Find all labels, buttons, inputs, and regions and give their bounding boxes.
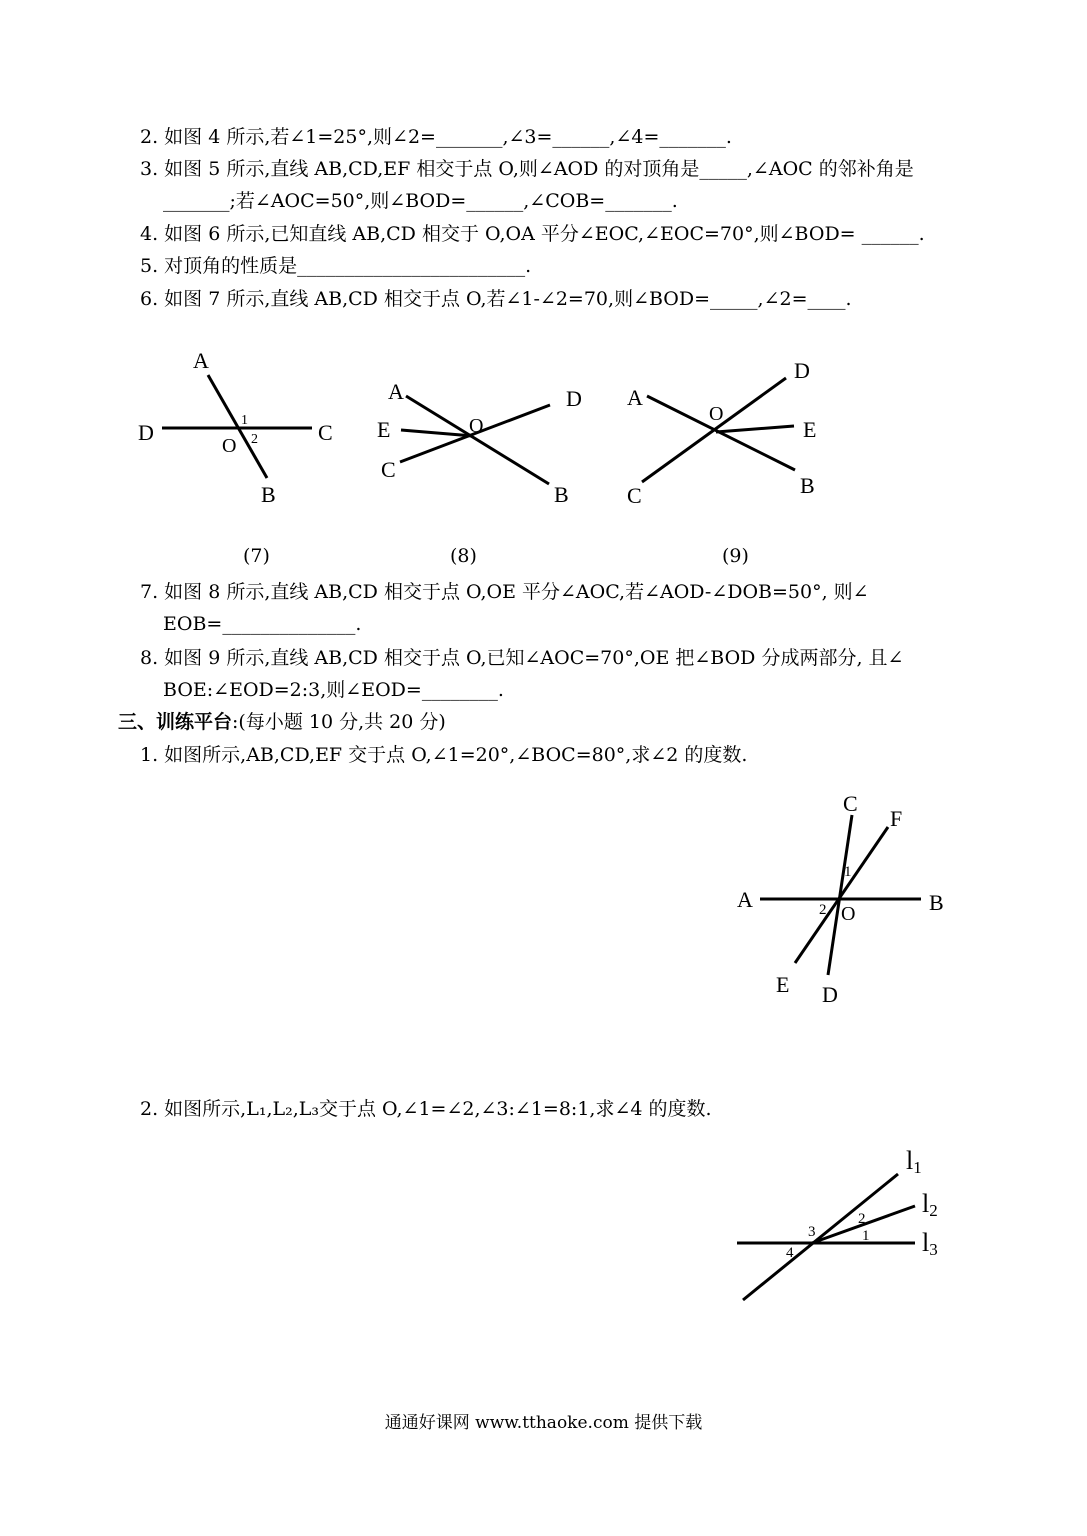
- fig9-label-C: C: [627, 483, 642, 508]
- problem-1-figure-lines: [760, 815, 921, 975]
- fig7-label-C: C: [318, 420, 333, 445]
- figure-8-lines: [400, 396, 550, 484]
- fig7-label-B: B: [261, 482, 276, 507]
- fig8-label-B: B: [554, 482, 569, 507]
- problem-2-figure-lines: [737, 1174, 915, 1300]
- fig8-label-A: A: [388, 379, 404, 404]
- p1-label-O: O: [841, 903, 856, 925]
- fig8-label-C: C: [381, 457, 396, 482]
- fig9-label-A: A: [627, 385, 643, 410]
- problem-1: 1. 如图所示,AB,CD,EF 交于点 O,∠1=20°,∠BOC=80°,求∠2 的度数.: [140, 744, 748, 766]
- p2-label-l2: l2: [922, 1189, 938, 1220]
- fig8-label-E: E: [377, 417, 391, 442]
- p1-label-1: 1: [844, 864, 852, 880]
- figure-7-lines: [162, 375, 312, 478]
- fig8-label-D: D: [566, 386, 582, 411]
- question-7-line-1: 7. 如图 8 所示,直线 AB,CD 相交于点 O,OE 平分∠AOC,若∠AOD-∠DOB=50°, 则∠: [140, 581, 869, 603]
- fig7-label-2: 2: [251, 432, 258, 447]
- question-6: 6. 如图 7 所示,直线 AB,CD 相交于点 O,若∠1-∠2=70,则∠BOD=_____,∠2=____.: [140, 288, 852, 310]
- question-8-line-2: BOE:∠EOD=2:3,则∠EOD=________.: [163, 679, 504, 701]
- p2-label-l1: l1: [906, 1146, 922, 1177]
- fig7-label-1: 1: [241, 413, 248, 428]
- question-4: 4. 如图 6 所示,已知直线 AB,CD 相交于 O,OA 平分∠EOC,∠EOC=70°,则∠BOD= ______.: [140, 223, 925, 245]
- p1-label-C: C: [843, 791, 858, 816]
- question-8-line-1: 8. 如图 9 所示,直线 AB,CD 相交于点 O,已知∠AOC=70°,OE 把∠BOD 分成两部分, 且∠: [140, 647, 904, 669]
- fig8-label-O: O: [469, 415, 484, 437]
- section-3-note: :(每小题 10 分,共 20 分): [232, 711, 446, 733]
- p1-label-2: 2: [819, 902, 827, 918]
- fig9-label-O: O: [709, 403, 724, 425]
- fig9-label-D: D: [794, 358, 810, 383]
- p2-label-l3: l3: [922, 1228, 938, 1259]
- p2-label-1: 1: [862, 1228, 870, 1244]
- question-2: 2. 如图 4 所示,若∠1=25°,则∠2=_______,∠3=______,∠4=_______.: [140, 126, 732, 148]
- p1-label-D: D: [822, 982, 838, 1007]
- caption-figure-8: (8): [450, 545, 477, 567]
- section-3-title: 三、训练平台: [118, 711, 233, 733]
- problem-2: 2. 如图所示,L₁,L₂,L₃交于点 O,∠1=∠2,∠3:∠1=8:1,求∠4 的度数.: [140, 1098, 712, 1120]
- p2-label-4: 4: [786, 1245, 794, 1261]
- p1-label-E: E: [776, 972, 790, 997]
- fig7-label-D: D: [138, 420, 154, 445]
- figure-9-lines: [642, 378, 795, 482]
- fig9-label-B: B: [800, 473, 815, 498]
- question-3-line-2: _______;若∠AOC=50°,则∠BOD=______,∠COB=_______.: [163, 190, 678, 212]
- fig7-label-O: O: [222, 435, 237, 457]
- p1-label-B: B: [929, 890, 944, 915]
- p1-label-A: A: [737, 887, 753, 912]
- section-3-heading: [118, 710, 446, 734]
- question-5: 5. 对顶角的性质是________________________.: [140, 255, 532, 277]
- p2-label-2: 2: [858, 1211, 866, 1227]
- caption-figure-9: (9): [722, 545, 749, 567]
- caption-figure-7: (7): [243, 545, 270, 567]
- page-footer: 通通好课网 www.tthaoke.com 提供下载: [384, 1413, 703, 1433]
- fig7-label-A: A: [193, 348, 209, 373]
- p2-label-3: 3: [808, 1224, 816, 1240]
- question-3-line-1: 3. 如图 5 所示,直线 AB,CD,EF 相交于点 O,则∠AOD 的对顶角是_____,∠AOC 的邻补角是: [140, 158, 914, 180]
- question-7-line-2: EOB=______________.: [163, 613, 362, 635]
- p1-label-F: F: [890, 806, 903, 831]
- fig9-label-E: E: [803, 417, 817, 442]
